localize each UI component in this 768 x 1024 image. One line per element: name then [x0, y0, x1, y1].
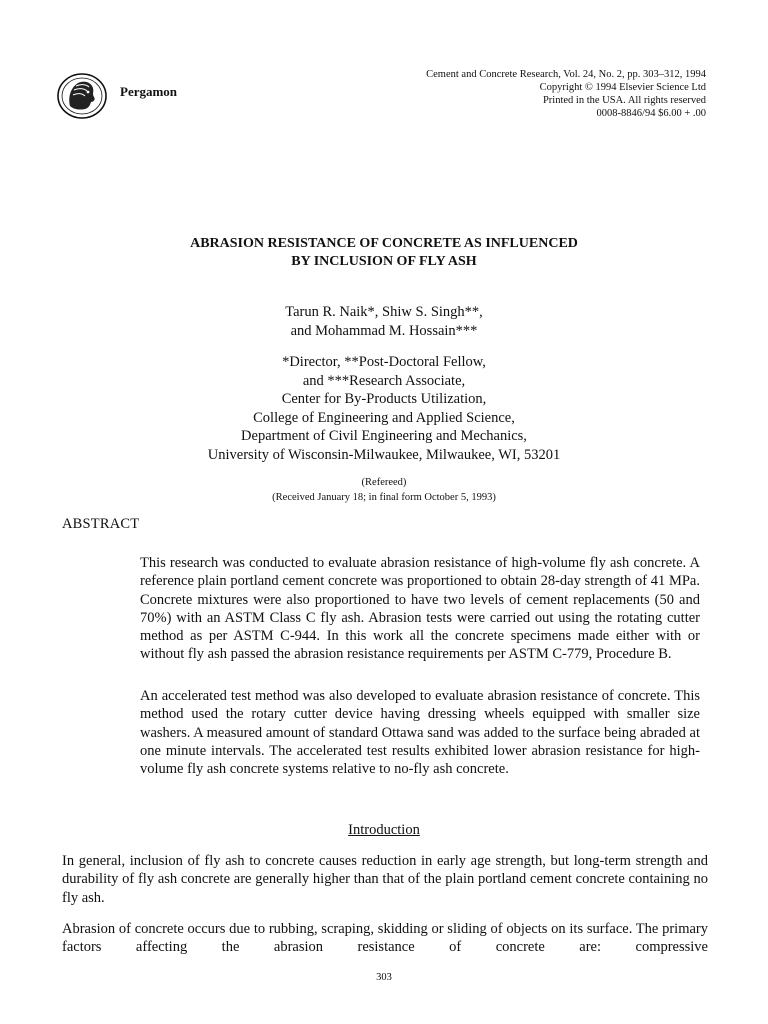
affiliation-line: Center for By-Products Utilization, — [281, 391, 487, 407]
citation-copyright: Copyright © 1994 Elsevier Science Ltd — [539, 82, 706, 93]
author-line: and Mohammad M. Hossain*** — [290, 323, 478, 339]
page-number: 303 — [376, 972, 392, 983]
body-paragraph: Abrasion of concrete occurs due to rubbing, scraping, skidding or sliding of objects on its surface. The primary factors affecting the abrasion resistance of concrete are: compressive — [62, 921, 708, 956]
title-line: ABRASION RESISTANCE OF CONCRETE AS INFLUENCED — [190, 236, 578, 251]
affiliation-block — [84, 353, 684, 464]
citation-issn: 0008-8846/94 $6.00 + .00 — [596, 108, 706, 119]
title-line: BY INCLUSION OF FLY ASH — [291, 254, 477, 269]
abstract-paragraph: An accelerated test method was also developed to evaluate abrasion resistance of concrete. This method used the rotary cutter device having dressing wheels equipped with smaller size washers. A measured amount of standard Ottawa sand was added to the surface being abraded at one minute intervals. The accelerated test results exhibited lower abrasion resistance for high-volume fly ash concrete systems relative to no-fly ash concrete. — [140, 688, 700, 778]
affiliation-line: College of Engineering and Applied Science, — [253, 409, 515, 426]
paper-title — [84, 235, 684, 271]
refereed-note: (Refereed) — [361, 477, 407, 488]
author-list — [84, 303, 684, 341]
publisher-name: Pergamon — [120, 84, 178, 99]
abstract-heading: ABSTRACT — [62, 516, 140, 532]
pergamon-logo-icon — [56, 72, 108, 120]
body-paragraph: In general, inclusion of fly ash to concrete causes reduction in early age strength, but long-term strength and durability of fly ash concrete are generally higher than that of the plain portland cement concrete containing no fly ash. — [62, 853, 708, 906]
author-line: Tarun R. Naik*, Shiw S. Singh**, — [285, 304, 483, 320]
received-dates: (Received January 18; in final form October 5, 1993) — [272, 492, 496, 503]
affiliation-line: *Director, **Post-Doctoral Fellow, — [282, 354, 486, 370]
introduction-heading: Introduction — [348, 822, 420, 838]
citation-rights: Printed in the USA. All rights reserved — [542, 95, 706, 106]
citation-journal: Cement and Concrete Research, Vol. 24, No. 2, pp. 303–312, 1994 — [426, 69, 706, 80]
affiliation-line: University of Wisconsin-Milwaukee, Milwaukee, WI, 53201 — [207, 446, 561, 463]
abstract-paragraph: This research was conducted to evaluate abrasion resistance of high-volume fly ash concrete. A reference plain portland cement concrete was proportioned to obtain 28-day strength of 41 MPa. Concrete mixtures were also proportioned to have two levels of cement replacements (50 and 70%) with an ASTM Class C fly ash. Abrasion tests were carried out using the rotating cutter method as per ASTM C-944. In this work all the concrete specimens made either with or without fly ash passed the abrasion resistance requirements per ASTM C-779, Procedure B. — [140, 555, 700, 663]
affiliation-line: Department of Civil Engineering and Mechanics, — [241, 428, 527, 444]
citation-block — [346, 68, 706, 120]
affiliation-line: and ***Research Associate, — [302, 372, 466, 389]
review-status — [84, 475, 684, 505]
